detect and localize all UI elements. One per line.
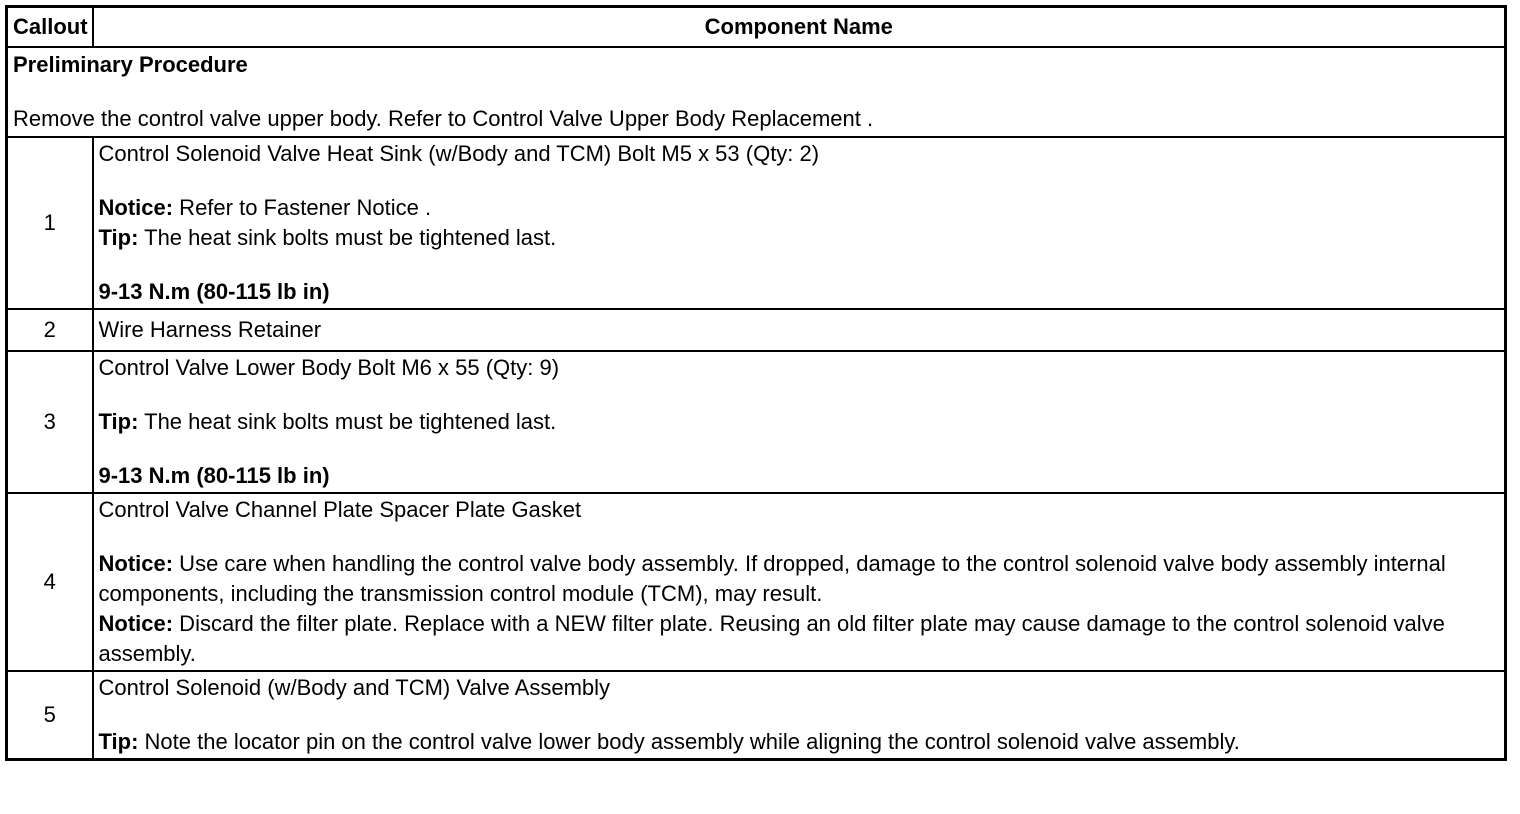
notice-text: Refer to Fastener Notice . [173,195,432,220]
component-name: Control Solenoid Valve Heat Sink (w/Body and TCM) Bolt M5 x 53 (Qty: 2) [98,141,820,166]
tip-line [99,727,1500,757]
tip-label: Tip: [98,225,139,250]
component-name-header: Component Name [93,7,1506,48]
component-cell [93,137,1506,309]
preliminary-text: Remove the control valve upper body. Refer to Control Valve Upper Body Replacement . [13,106,874,131]
component-cell [93,351,1506,493]
callout-number: 2 [7,309,93,351]
table-row [7,351,1506,493]
component-name: Control Valve Channel Plate Spacer Plate Gasket [98,497,582,522]
tip-label: Tip: [98,729,139,754]
torque-spec: 9-13 N.m (80-115 lb in) [98,279,330,304]
callout-number: 1 [7,137,93,309]
component-cell [93,309,1506,351]
tip-text: Note the locator pin on the control valve lower body assembly while aligning the control solenoid valve assembly. [138,729,1240,754]
table-row [7,671,1506,760]
notice-text: Discard the filter plate. Replace with a NEW filter plate. Reusing an old filter plate may cause damage to the control solenoid valve assembly. [98,611,1445,666]
tip-line [99,407,1500,437]
table-header-row [7,7,1506,48]
notice-label: Notice: [98,195,174,220]
notice-line [99,549,1500,609]
callout-header: Callout [7,7,93,48]
tip-line [99,223,1500,253]
notice-text: Use care when handling the control valve body assembly. If dropped, damage to the control solenoid valve body assembly internal components, including the transmission control module (TCM), may result. [98,551,1446,606]
component-name: Control Solenoid (w/Body and TCM) Valve Assembly [98,675,611,700]
tip-label: Tip: [98,409,139,434]
component-name: Control Valve Lower Body Bolt M6 x 55 (Qty: 9) [98,355,560,380]
notice-label: Notice: [98,611,174,636]
table-row [7,493,1506,671]
component-cell [93,671,1506,760]
component-name: Wire Harness Retainer [98,317,322,342]
table-row [7,309,1506,351]
tip-text: The heat sink bolts must be tightened last. [138,225,557,250]
callout-number: 5 [7,671,93,760]
preliminary-row [7,47,1506,137]
preliminary-title: Preliminary Procedure [13,52,248,77]
table-row [7,137,1506,309]
component-cell [93,493,1506,671]
notice-label: Notice: [98,551,174,576]
notice-line [99,193,1500,223]
tip-text: The heat sink bolts must be tightened last. [138,409,557,434]
component-table [5,5,1507,761]
callout-number: 4 [7,493,93,671]
notice-line [99,609,1500,669]
preliminary-cell [7,47,1506,137]
torque-spec: 9-13 N.m (80-115 lb in) [98,463,330,488]
callout-number: 3 [7,351,93,493]
